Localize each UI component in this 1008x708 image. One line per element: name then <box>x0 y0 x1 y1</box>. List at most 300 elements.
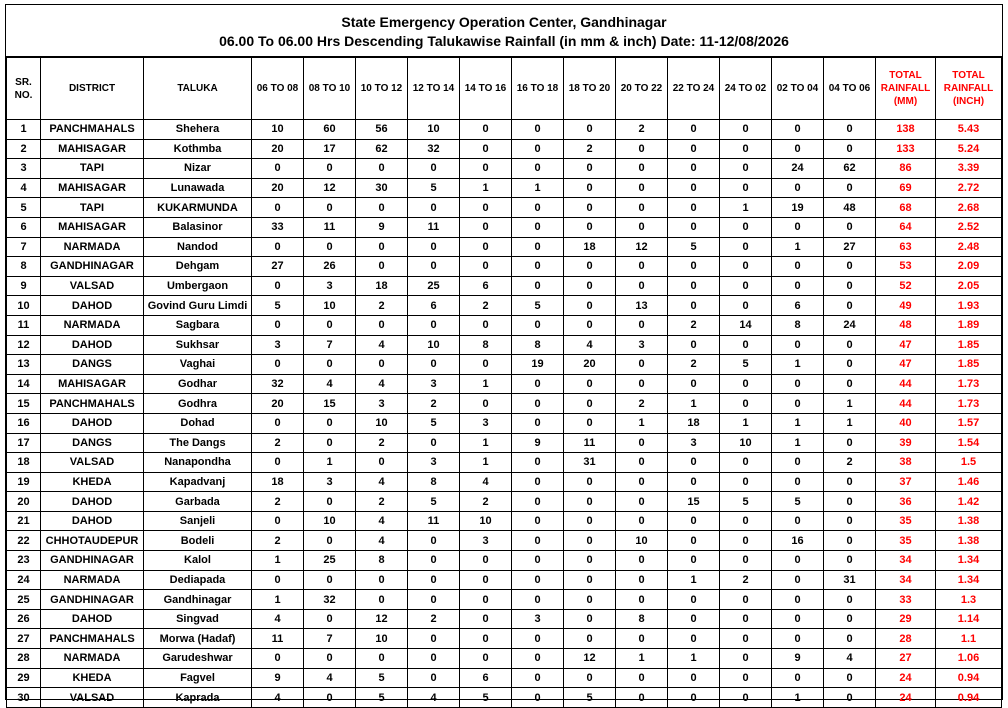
table-cell: 0 <box>824 609 876 629</box>
table-cell: 38 <box>876 453 936 473</box>
table-cell: KHEDA <box>41 668 144 688</box>
table-cell: 0 <box>564 590 616 610</box>
table-cell: 0 <box>304 355 356 375</box>
table-cell: 2 <box>668 355 720 375</box>
table-cell: The Dangs <box>144 433 252 453</box>
column-header-label: 08 TO 10 <box>308 83 351 94</box>
table-cell: 0 <box>720 217 772 237</box>
table-cell: 56 <box>356 120 408 140</box>
table-cell: 4 <box>304 668 356 688</box>
table-cell: 11 <box>304 217 356 237</box>
table-cell: 4 <box>408 688 460 708</box>
table-cell: 20 <box>252 178 304 198</box>
table-cell: 30 <box>356 178 408 198</box>
table-cell: 1.38 <box>936 531 1002 551</box>
table-cell: 0 <box>824 178 876 198</box>
table-cell: 1.85 <box>936 335 1002 355</box>
table-cell: 2 <box>564 139 616 159</box>
table-cell: 10 <box>252 120 304 140</box>
table-row <box>7 688 1002 708</box>
table-cell: 0 <box>720 551 772 571</box>
table-cell: PANCHMAHALS <box>41 629 144 649</box>
table-cell: 3 <box>304 276 356 296</box>
table-cell: 5.43 <box>936 120 1002 140</box>
table-cell: 62 <box>824 159 876 179</box>
table-header <box>7 58 1002 120</box>
table-cell: Shehera <box>144 120 252 140</box>
table-cell: 0.94 <box>936 668 1002 688</box>
table-cell: 0 <box>824 335 876 355</box>
table-cell: 24 <box>876 688 936 708</box>
table-cell: 0 <box>356 257 408 277</box>
table-cell: Nanapondha <box>144 453 252 473</box>
table-cell: 2 <box>460 492 512 512</box>
table-cell: 63 <box>876 237 936 257</box>
table-cell: 1 <box>460 453 512 473</box>
table-cell: 0 <box>408 649 460 669</box>
table-cell: 4 <box>356 472 408 492</box>
table-cell: 10 <box>304 296 356 316</box>
table-cell: DAHOD <box>41 335 144 355</box>
table-cell: 0 <box>512 159 564 179</box>
table-cell: 0 <box>408 668 460 688</box>
table-cell: 27 <box>7 629 41 649</box>
table-cell: 0 <box>304 198 356 218</box>
table-cell: 2 <box>252 433 304 453</box>
table-cell: 0 <box>564 217 616 237</box>
table-cell: 0 <box>668 609 720 629</box>
table-cell: 0 <box>668 296 720 316</box>
table-cell: TAPI <box>41 198 144 218</box>
table-cell: 49 <box>876 296 936 316</box>
table-cell: 64 <box>876 217 936 237</box>
column-header-label: RAINFALL <box>943 83 994 94</box>
table-cell: Lunawada <box>144 178 252 198</box>
table-cell: 0 <box>824 139 876 159</box>
table-cell: 3 <box>460 413 512 433</box>
table-cell: 8 <box>512 335 564 355</box>
table-cell: 19 <box>512 355 564 375</box>
table-cell: 1 <box>304 453 356 473</box>
table-cell: 17 <box>304 139 356 159</box>
table-cell: 0 <box>512 492 564 512</box>
column-header-label: 04 TO 06 <box>828 83 871 94</box>
table-cell: 5 <box>408 178 460 198</box>
table-cell: 17 <box>7 433 41 453</box>
table-cell: 3 <box>616 335 668 355</box>
column-header <box>564 58 616 120</box>
table-cell: 0 <box>512 276 564 296</box>
table-cell: 86 <box>876 159 936 179</box>
table-cell: 0 <box>252 276 304 296</box>
table-cell: 0 <box>824 374 876 394</box>
table-cell: 1 <box>616 649 668 669</box>
table-cell: 29 <box>876 609 936 629</box>
table-cell: 27 <box>252 257 304 277</box>
table-cell: 0 <box>460 649 512 669</box>
table-cell: Dediapada <box>144 570 252 590</box>
table-cell: 0 <box>824 668 876 688</box>
table-cell: 0 <box>616 198 668 218</box>
table-cell: 32 <box>408 139 460 159</box>
table-cell: 1.89 <box>936 315 1002 335</box>
table-cell: 13 <box>616 296 668 316</box>
table-cell: 0 <box>668 139 720 159</box>
table-cell: 0 <box>512 531 564 551</box>
table-cell: TAPI <box>41 159 144 179</box>
table-cell: 30 <box>7 688 41 708</box>
column-header <box>7 58 41 120</box>
table-cell: Nandod <box>144 237 252 257</box>
table-cell: 2.52 <box>936 217 1002 237</box>
table-cell: 3 <box>304 472 356 492</box>
table-cell: 0 <box>668 198 720 218</box>
table-cell: 0 <box>824 551 876 571</box>
table-cell: 0 <box>668 531 720 551</box>
table-cell: 0 <box>460 198 512 218</box>
table-cell: 0 <box>720 276 772 296</box>
column-header-label: 24 TO 02 <box>724 83 767 94</box>
table-cell: 3 <box>408 374 460 394</box>
table-cell: 0 <box>564 609 616 629</box>
table-cell: Kapadvanj <box>144 472 252 492</box>
table-cell: 0 <box>772 629 824 649</box>
column-header <box>876 58 936 120</box>
table-cell: 34 <box>876 570 936 590</box>
table-cell: 0 <box>564 511 616 531</box>
table-cell: Kothmba <box>144 139 252 159</box>
table-cell: 15 <box>7 394 41 414</box>
table-cell: 0 <box>668 688 720 708</box>
table-cell: 0 <box>616 433 668 453</box>
table-cell: 2 <box>460 296 512 316</box>
table-cell: 20 <box>252 139 304 159</box>
table-cell: 0 <box>512 472 564 492</box>
table-cell: Kalol <box>144 551 252 571</box>
table-cell: 6 <box>772 296 824 316</box>
table-cell: 0 <box>304 315 356 335</box>
table-cell: 0 <box>460 217 512 237</box>
table-cell: 0 <box>616 315 668 335</box>
table-row <box>7 120 1002 140</box>
table-cell: 0 <box>564 257 616 277</box>
table-row <box>7 472 1002 492</box>
table-cell: 0 <box>564 198 616 218</box>
table-cell: 0 <box>668 159 720 179</box>
table-cell: GANDHINAGAR <box>41 257 144 277</box>
table-cell: 4 <box>7 178 41 198</box>
column-header <box>668 58 720 120</box>
table-cell: 10 <box>7 296 41 316</box>
table-cell: CHHOTAUDEPUR <box>41 531 144 551</box>
table-cell: 2 <box>720 570 772 590</box>
table-row <box>7 531 1002 551</box>
table-cell: 7 <box>304 335 356 355</box>
table-cell: 4 <box>356 511 408 531</box>
column-header-label: SR. <box>15 76 32 88</box>
table-cell: 34 <box>876 551 936 571</box>
table-cell: 0 <box>564 668 616 688</box>
table-row <box>7 394 1002 414</box>
table-cell: 28 <box>876 629 936 649</box>
table-cell: 31 <box>564 453 616 473</box>
table-cell: 0 <box>772 139 824 159</box>
table-cell: 0 <box>720 531 772 551</box>
table-cell: 0 <box>460 394 512 414</box>
table-cell: 0 <box>772 178 824 198</box>
column-header <box>720 58 772 120</box>
table-cell: 0 <box>564 531 616 551</box>
table-cell: 0 <box>616 629 668 649</box>
table-cell: 16 <box>772 531 824 551</box>
table-cell: 0 <box>460 120 512 140</box>
table-cell: 10 <box>304 511 356 531</box>
table-row <box>7 355 1002 375</box>
table-cell: 0 <box>772 276 824 296</box>
table-cell: 4 <box>356 335 408 355</box>
table-cell: Gandhinagar <box>144 590 252 610</box>
table-cell: PANCHMAHALS <box>41 394 144 414</box>
table-cell: 0 <box>252 413 304 433</box>
table-cell: 2.09 <box>936 257 1002 277</box>
table-cell: 0 <box>668 629 720 649</box>
table-cell: 0 <box>564 159 616 179</box>
table-cell: 60 <box>304 120 356 140</box>
table-cell: 0 <box>564 413 616 433</box>
table-cell: 4 <box>356 531 408 551</box>
table-cell: 0 <box>824 688 876 708</box>
table-cell: 1.1 <box>936 629 1002 649</box>
column-header <box>252 58 304 120</box>
table-cell: 20 <box>7 492 41 512</box>
table-cell: 5 <box>460 688 512 708</box>
table-cell: 0 <box>460 590 512 610</box>
table-cell: 47 <box>876 355 936 375</box>
table-cell: 9 <box>7 276 41 296</box>
table-cell: 11 <box>252 629 304 649</box>
table-cell: Sukhsar <box>144 335 252 355</box>
table-cell: 0 <box>720 374 772 394</box>
table-cell: 0 <box>460 355 512 375</box>
table-cell: 0 <box>408 590 460 610</box>
table-cell: 0 <box>772 609 824 629</box>
table-cell: 1 <box>772 355 824 375</box>
table-cell: 0 <box>408 433 460 453</box>
table-cell: 0 <box>616 511 668 531</box>
table-cell: 0 <box>720 453 772 473</box>
table-cell: 0 <box>460 257 512 277</box>
table-cell: 19 <box>7 472 41 492</box>
table-cell: 32 <box>252 374 304 394</box>
table-cell: 10 <box>356 413 408 433</box>
table-body <box>7 120 1002 708</box>
table-cell: 0 <box>772 394 824 414</box>
table-cell: 3 <box>7 159 41 179</box>
table-cell: Kaprada <box>144 688 252 708</box>
table-row <box>7 374 1002 394</box>
table-cell: 1 <box>824 394 876 414</box>
table-cell: 3 <box>668 433 720 453</box>
table-cell: 18 <box>252 472 304 492</box>
table-cell: 0 <box>356 315 408 335</box>
table-cell: 0 <box>668 453 720 473</box>
table-cell: 1 <box>460 374 512 394</box>
table-cell: 0 <box>616 257 668 277</box>
table-cell: 0 <box>824 355 876 375</box>
table-cell: 0 <box>408 570 460 590</box>
table-cell: 0 <box>512 570 564 590</box>
table-cell: 0 <box>408 531 460 551</box>
table-cell: Umbergaon <box>144 276 252 296</box>
table-cell: 1 <box>512 178 564 198</box>
table-cell: 0 <box>460 629 512 649</box>
table-cell: 0 <box>668 276 720 296</box>
table-cell: 6 <box>7 217 41 237</box>
table-cell: 2 <box>356 492 408 512</box>
table-cell: 0 <box>252 511 304 531</box>
table-cell: 0 <box>252 453 304 473</box>
table-cell: 33 <box>876 590 936 610</box>
table-cell: 3 <box>512 609 564 629</box>
table-cell: 0 <box>304 159 356 179</box>
table-cell: 0 <box>772 120 824 140</box>
column-header-label: 22 TO 24 <box>672 83 715 94</box>
table-cell: 0 <box>564 296 616 316</box>
table-row <box>7 257 1002 277</box>
table-cell: PANCHMAHALS <box>41 120 144 140</box>
table-cell: 0 <box>668 374 720 394</box>
table-cell: 1 <box>252 551 304 571</box>
column-header <box>824 58 876 120</box>
table-cell: 8 <box>460 335 512 355</box>
table-cell: DAHOD <box>41 296 144 316</box>
table-cell: 5 <box>356 688 408 708</box>
table-cell: 0 <box>460 237 512 257</box>
table-cell: 0 <box>616 355 668 375</box>
table-cell: 8 <box>356 551 408 571</box>
table-cell: 2 <box>356 296 408 316</box>
column-header <box>408 58 460 120</box>
table-cell: 5.24 <box>936 139 1002 159</box>
table-row <box>7 276 1002 296</box>
table-cell: 4 <box>460 472 512 492</box>
table-cell: 27 <box>824 237 876 257</box>
table-cell: 0 <box>824 296 876 316</box>
table-cell: 0 <box>564 178 616 198</box>
table-cell: MAHISAGAR <box>41 139 144 159</box>
table-cell: 1 <box>772 433 824 453</box>
table-cell: 2.68 <box>936 198 1002 218</box>
table-cell: 24 <box>7 570 41 590</box>
table-cell: 2.72 <box>936 178 1002 198</box>
table-cell: 2 <box>616 394 668 414</box>
column-header-label: 06 TO 08 <box>256 83 299 94</box>
table-cell: 0 <box>512 120 564 140</box>
table-cell: 0 <box>460 159 512 179</box>
table-row <box>7 178 1002 198</box>
column-header-label: 02 TO 04 <box>776 83 819 94</box>
table-cell: 0 <box>304 237 356 257</box>
table-cell: 0 <box>824 511 876 531</box>
table-cell: 0 <box>616 551 668 571</box>
table-cell: 2 <box>252 531 304 551</box>
table-cell: 36 <box>876 492 936 512</box>
table-cell: 1.06 <box>936 649 1002 669</box>
table-cell: 0 <box>408 315 460 335</box>
table-cell: 2 <box>668 315 720 335</box>
table-cell: 6 <box>460 276 512 296</box>
table-cell: Garbada <box>144 492 252 512</box>
table-cell: 19 <box>772 198 824 218</box>
table-cell: DAHOD <box>41 492 144 512</box>
table-cell: 53 <box>876 257 936 277</box>
table-row <box>7 453 1002 473</box>
table-cell: 10 <box>408 120 460 140</box>
table-cell: 18 <box>356 276 408 296</box>
table-cell: 0 <box>616 178 668 198</box>
table-cell: 0 <box>564 629 616 649</box>
table-cell: 0 <box>512 511 564 531</box>
table-cell: MAHISAGAR <box>41 178 144 198</box>
table-cell: 0 <box>564 374 616 394</box>
table-cell: 0 <box>304 570 356 590</box>
table-cell: 0 <box>772 551 824 571</box>
table-cell: 12 <box>7 335 41 355</box>
table-cell: 1.54 <box>936 433 1002 453</box>
table-cell: 5 <box>772 492 824 512</box>
table-cell: 0.94 <box>936 688 1002 708</box>
column-header <box>304 58 356 120</box>
table-cell: 8 <box>408 472 460 492</box>
table-cell: 6 <box>460 668 512 688</box>
table-row <box>7 590 1002 610</box>
table-cell: 0 <box>720 590 772 610</box>
column-header-label: 16 TO 18 <box>516 83 559 94</box>
table-cell: 0 <box>616 159 668 179</box>
table-cell: 0 <box>460 551 512 571</box>
table-cell: 44 <box>876 394 936 414</box>
table-cell: 133 <box>876 139 936 159</box>
table-cell: 1 <box>772 237 824 257</box>
table-cell: 2 <box>356 433 408 453</box>
table-cell: 0 <box>720 511 772 531</box>
table-cell: 4 <box>824 649 876 669</box>
table-cell: 62 <box>356 139 408 159</box>
table-row <box>7 649 1002 669</box>
table-cell: 1.14 <box>936 609 1002 629</box>
table-cell: 12 <box>616 237 668 257</box>
table-cell: 4 <box>564 335 616 355</box>
table-cell: 5 <box>512 296 564 316</box>
table-cell: 0 <box>564 492 616 512</box>
table-cell: 10 <box>408 335 460 355</box>
table-cell: 9 <box>772 649 824 669</box>
table-cell: Sanjeli <box>144 511 252 531</box>
table-cell: 0 <box>252 237 304 257</box>
table-cell: 48 <box>876 315 936 335</box>
table-cell: 2 <box>824 453 876 473</box>
table-cell: 3.39 <box>936 159 1002 179</box>
table-cell: 29 <box>7 668 41 688</box>
table-cell: KUKARMUNDA <box>144 198 252 218</box>
table-cell: 5 <box>720 355 772 375</box>
table-cell: GANDHINAGAR <box>41 590 144 610</box>
table-cell: 0 <box>356 159 408 179</box>
rainfall-table <box>6 57 1002 708</box>
column-header-label: TOTAL <box>952 70 985 81</box>
table-cell: 0 <box>720 335 772 355</box>
table-cell: 0 <box>408 551 460 571</box>
